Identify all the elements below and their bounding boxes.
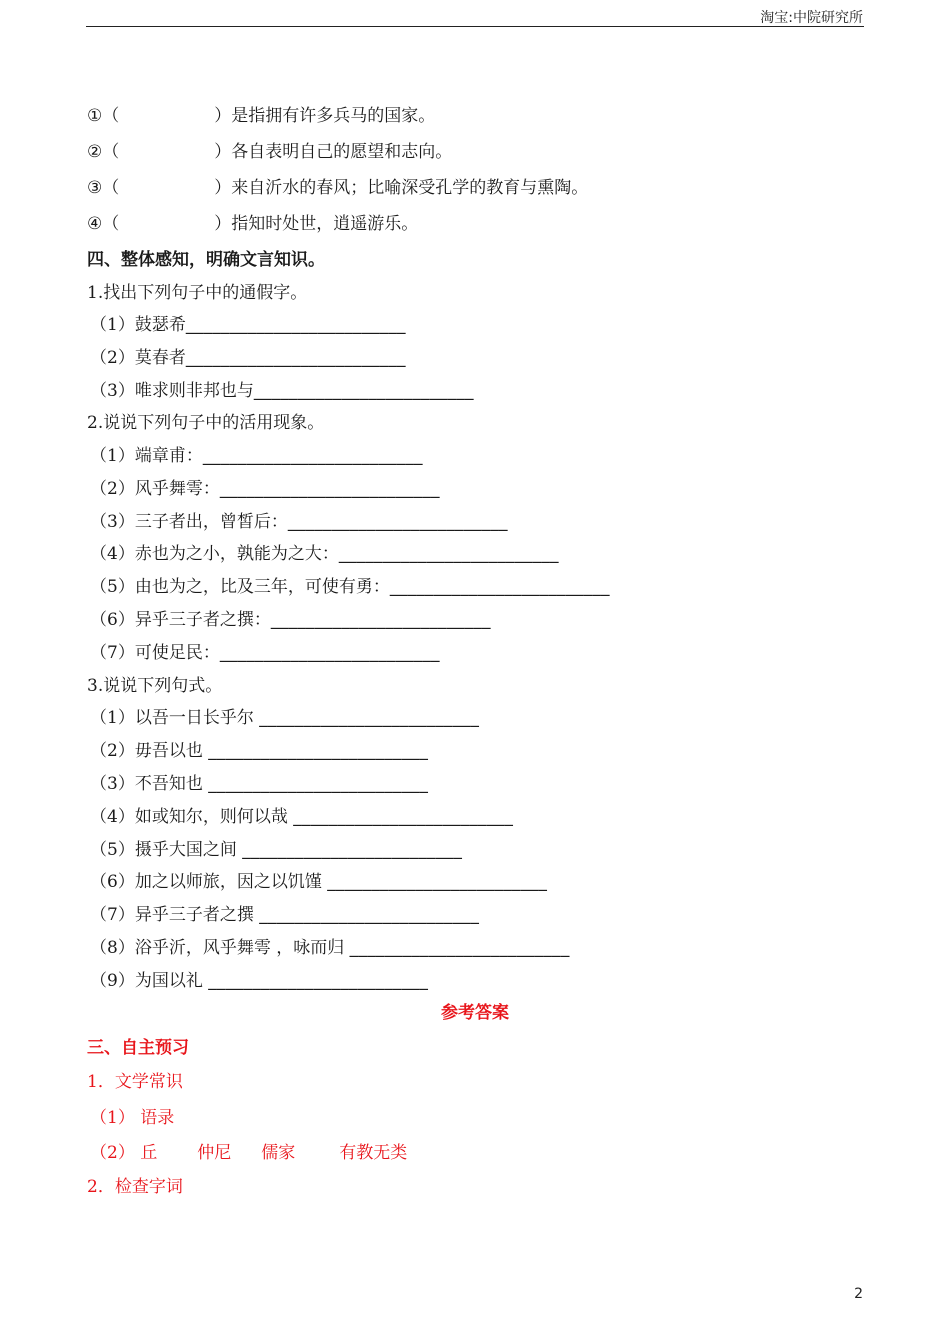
list-item xyxy=(90,445,423,467)
list-item xyxy=(87,213,418,235)
answer-text: 有教无类 xyxy=(339,1143,408,1163)
answer-item xyxy=(90,1107,174,1129)
list-item xyxy=(90,314,406,336)
item-text: 指知时处世，逍遥游乐。 xyxy=(231,214,419,234)
list-item xyxy=(90,773,428,795)
answer-item xyxy=(90,1142,407,1164)
answers-title: 参考答案 xyxy=(441,1003,509,1023)
answer-blank: _________________________ xyxy=(208,971,429,991)
item-label: （9）为国以礼 xyxy=(90,971,209,991)
item-label: （2）风乎舞雩： xyxy=(90,479,220,499)
answer-text: 语录 xyxy=(140,1108,175,1128)
answer-blank: _________________________ xyxy=(287,512,508,532)
item-number: （2） xyxy=(90,1143,135,1163)
list-item xyxy=(90,707,479,729)
list-item xyxy=(90,642,440,664)
answer-blank: _________________________ xyxy=(185,348,406,368)
list-item xyxy=(90,478,440,500)
list-item xyxy=(90,904,479,926)
item-label: （1）端章甫： xyxy=(90,446,203,466)
list-item xyxy=(90,839,462,861)
item-bracket: ） xyxy=(214,178,232,198)
answer-blank: _________________________ xyxy=(242,840,463,860)
item-label: （1）鼓瑟希 xyxy=(90,315,186,335)
answer-blank: _________________________ xyxy=(219,479,440,499)
answer-blank: _________________________ xyxy=(270,610,491,630)
item-label: （7）可使足民： xyxy=(90,643,220,663)
list-item xyxy=(90,511,508,533)
item-text: 来自沂水的春风；比喻深受孔学的教育与熏陶。 xyxy=(231,178,589,198)
answer-blank: _________________________ xyxy=(389,577,610,597)
header-rule xyxy=(86,26,864,27)
section-heading: 四、整体感知，明确文言知识。 xyxy=(87,250,325,270)
answer-blank: _________________________ xyxy=(349,938,570,958)
item-number: ③（ xyxy=(87,178,120,198)
answer-blank: _________________________ xyxy=(208,741,429,761)
item-label: （5）由也为之，比及三年，可使有勇： xyxy=(90,577,390,597)
list-item xyxy=(90,740,428,762)
answer-text: 丘 xyxy=(140,1143,158,1163)
page-number: 2 xyxy=(854,1286,863,1302)
list-item xyxy=(87,141,452,163)
item-bracket: ） xyxy=(214,106,232,126)
list-item xyxy=(90,806,513,828)
item-label: （7）异乎三子者之撰 xyxy=(90,905,260,925)
answer-blank: _________________________ xyxy=(327,872,548,892)
answer-blank: _________________________ xyxy=(253,381,474,401)
item-label: （4）赤也为之小，孰能为之大： xyxy=(90,544,339,564)
item-label: （6）异乎三子者之撰： xyxy=(90,610,271,630)
item-bracket: ） xyxy=(214,214,232,234)
question-title: 2.说说下列句子中的活用现象。 xyxy=(87,413,325,433)
list-item xyxy=(90,380,474,402)
answer-text: 儒家 xyxy=(261,1143,296,1163)
answers-heading: 三、自主预习 xyxy=(87,1038,189,1058)
answers-subheading: 2．检查字词 xyxy=(87,1177,183,1197)
item-label: （3）唯求则非邦也与 xyxy=(90,381,254,401)
question-title: 3.说说下列句式。 xyxy=(87,676,223,696)
item-number: ②（ xyxy=(87,142,120,162)
item-text: 是指拥有许多兵马的国家。 xyxy=(231,106,436,126)
question-title: 1.找出下列句子中的通假字。 xyxy=(87,283,308,303)
answer-blank: _________________________ xyxy=(338,544,559,564)
header-text: 淘宝:中院研究所 xyxy=(760,10,863,26)
item-text: 各自表明自己的愿望和志向。 xyxy=(231,142,453,162)
item-label: （2）毋吾以也 xyxy=(90,741,209,761)
item-label: （2）莫春者 xyxy=(90,348,186,368)
list-item xyxy=(90,543,559,565)
answer-blank: _________________________ xyxy=(259,708,480,728)
item-label: （6）加之以师旅，因之以饥馑 xyxy=(90,872,328,892)
answer-blank: _________________________ xyxy=(208,774,429,794)
item-number: ④（ xyxy=(87,214,120,234)
item-label: （3）三子者出，曾皙后： xyxy=(90,512,288,532)
answer-blank: _________________________ xyxy=(185,315,406,335)
answer-blank: _________________________ xyxy=(259,905,480,925)
list-item xyxy=(90,576,610,598)
answer-blank: _________________________ xyxy=(293,807,514,827)
answer-blank: _________________________ xyxy=(219,643,440,663)
item-label: （8）浴乎沂，风乎舞雩 ，咏而归 xyxy=(90,938,350,958)
list-item xyxy=(87,177,588,199)
list-item xyxy=(87,105,435,127)
item-bracket: ） xyxy=(214,142,232,162)
answer-text: 仲尼 xyxy=(197,1143,232,1163)
list-item xyxy=(90,871,547,893)
answers-subheading: 1．文学常识 xyxy=(87,1072,183,1092)
item-label: （5）摄乎大国之间 xyxy=(90,840,243,860)
item-label: （1）以吾一日长乎尔 xyxy=(90,708,260,728)
item-label: （3）不吾知也 xyxy=(90,774,209,794)
item-label: （4）如或知尔，则何以哉 xyxy=(90,807,294,827)
answer-blank: _________________________ xyxy=(202,446,423,466)
item-number: ①（ xyxy=(87,106,120,126)
list-item xyxy=(90,937,570,959)
list-item xyxy=(90,347,406,369)
item-number: （1） xyxy=(90,1108,135,1128)
list-item xyxy=(90,609,491,631)
list-item xyxy=(90,970,428,992)
